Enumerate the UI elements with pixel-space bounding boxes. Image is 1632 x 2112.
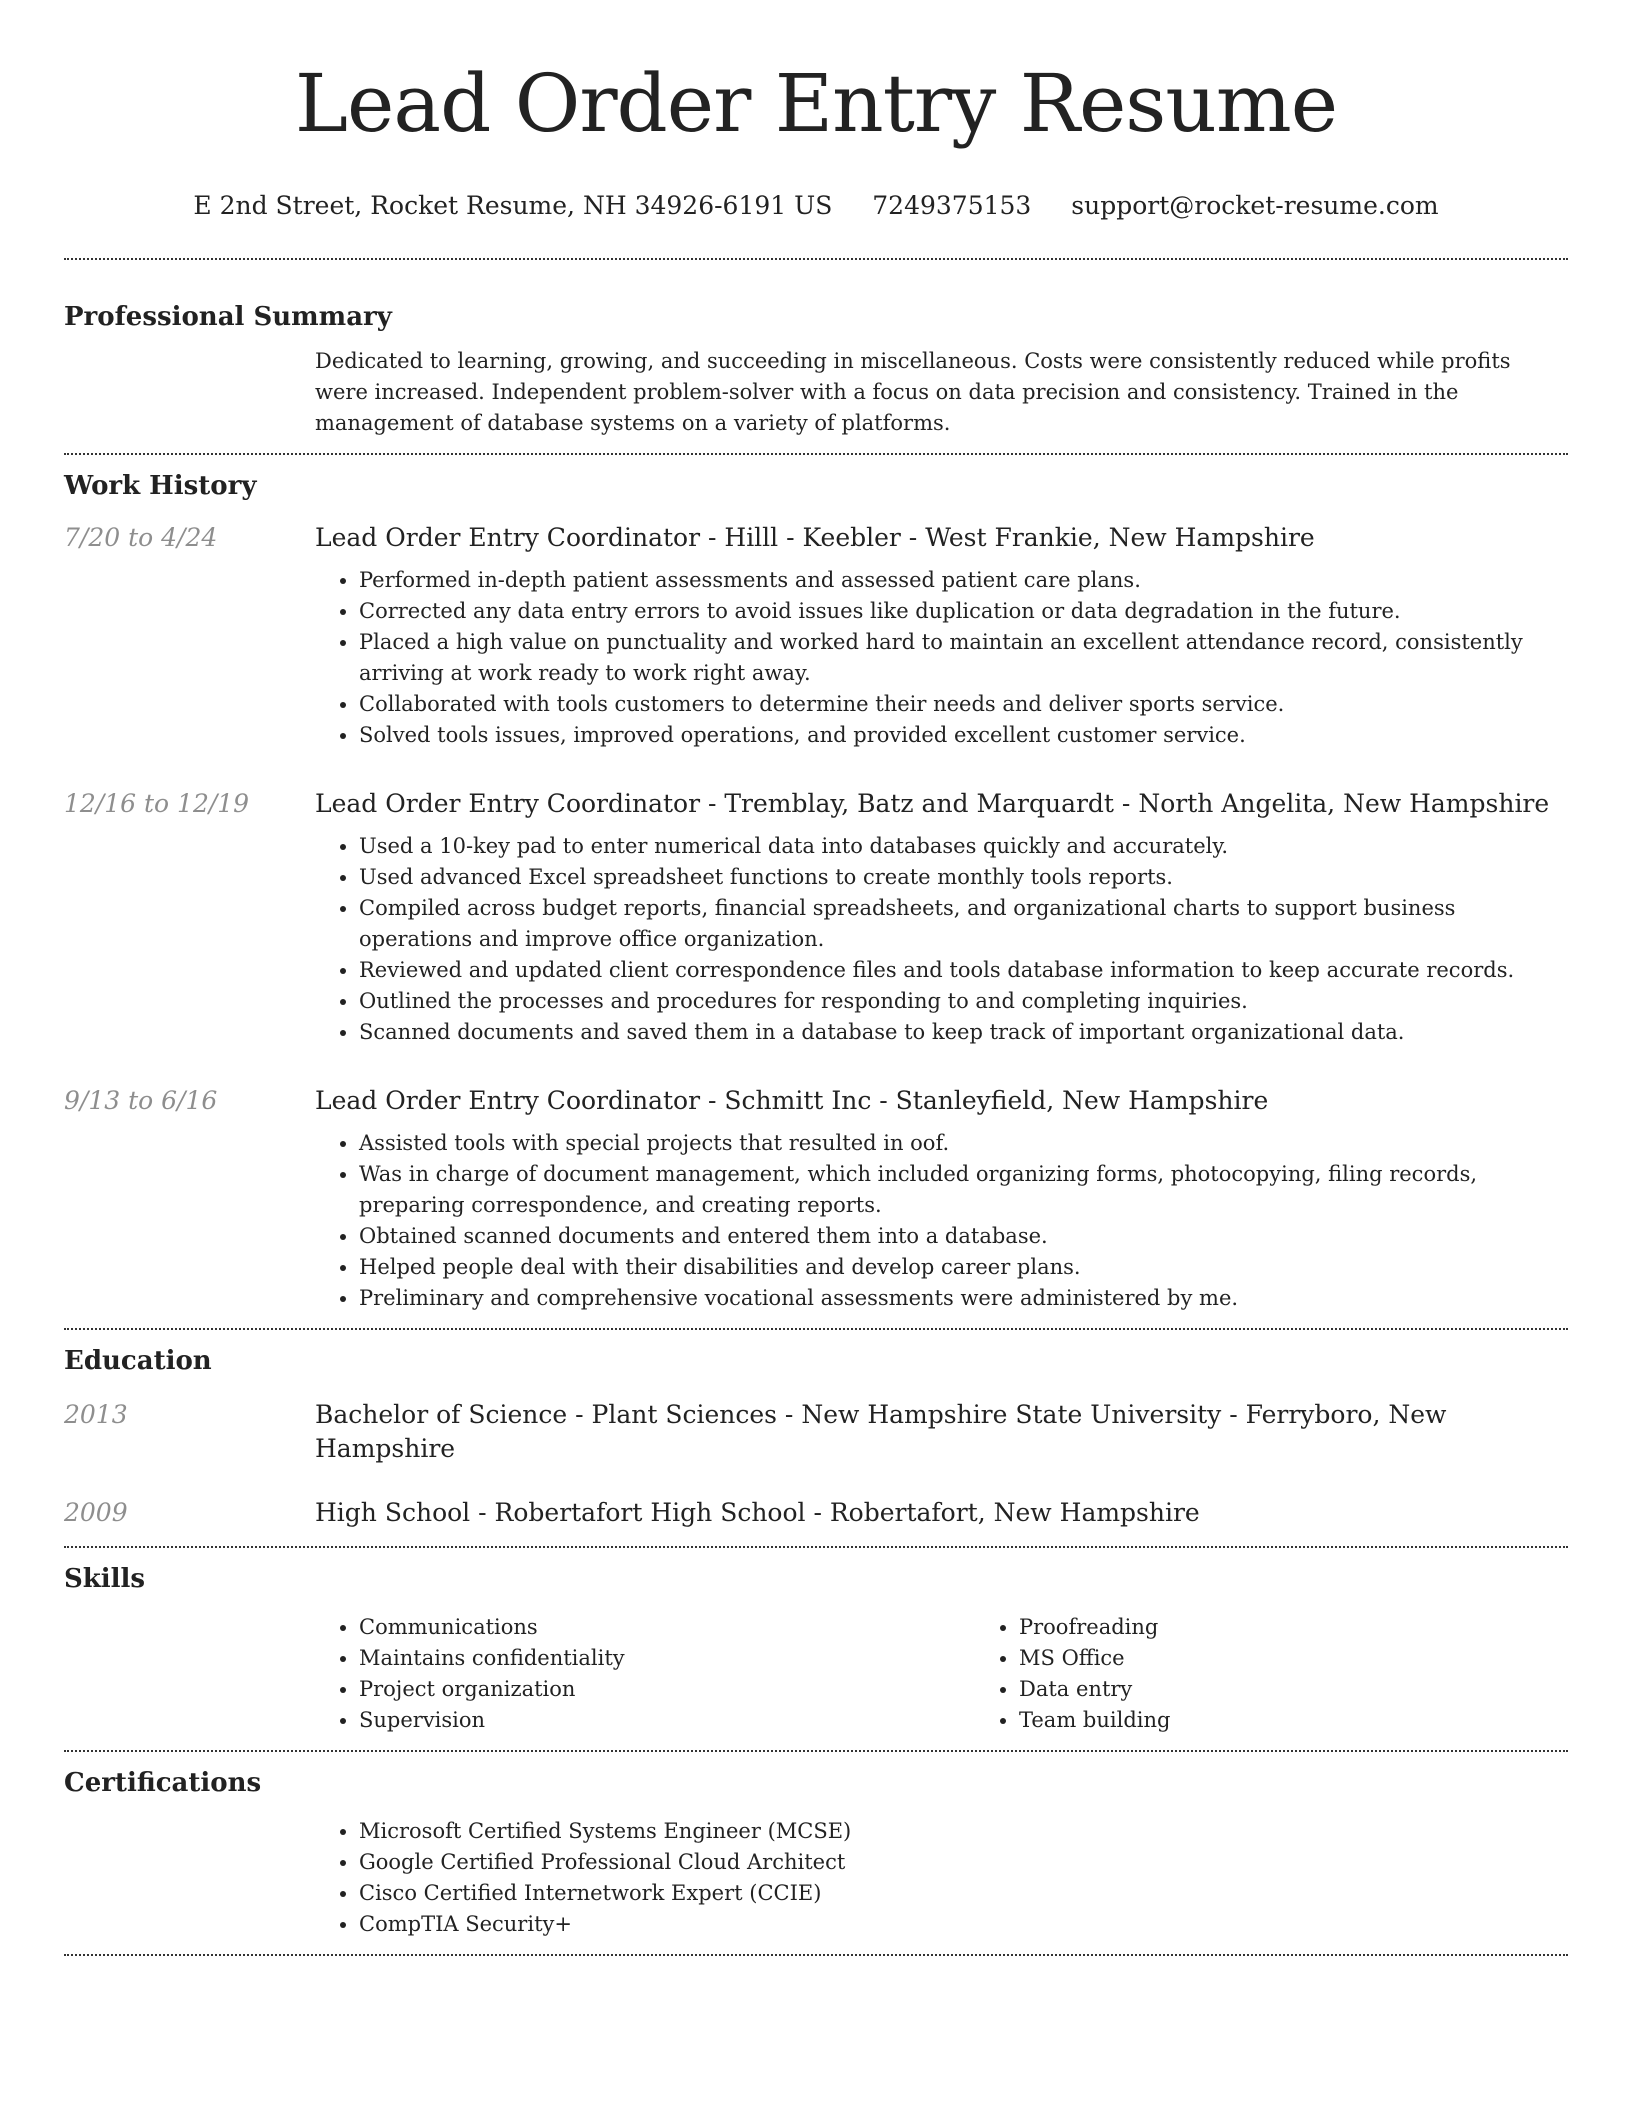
summary-section <box>64 260 1568 453</box>
certifications-section <box>64 1752 1568 1954</box>
job-bullets <box>315 1128 1568 1314</box>
work-history-section <box>64 455 1568 1328</box>
list-item: • Collaborated with tools customers to determine their needs and deliver sports service. <box>359 689 1568 720</box>
job-dates: 12/16 to 12/19 <box>64 789 250 818</box>
education-details: Bachelor of Science - Plant Sciences - New Hampshire State University - Ferryboro, New Hampshire <box>315 1400 1447 1463</box>
contact-line <box>64 190 1568 222</box>
work-history-heading: Work History <box>64 471 257 501</box>
list-item: • Assisted tools with special projects that resulted in oof. <box>359 1128 1568 1159</box>
contact-phone: 7249375153 <box>872 191 1032 220</box>
job-title: Lead Order Entry Coordinator - Hilll - Keebler - West Frankie, New Hampshire <box>315 523 1315 552</box>
skills-column-left <box>315 1612 975 1736</box>
list-item: • Scanned documents and saved them in a database to keep track of important organizational data. <box>359 1017 1568 1048</box>
certifications-list <box>315 1816 1568 1954</box>
skills-list <box>315 1596 1632 1750</box>
list-item: • Maintains confidentiality <box>359 1643 975 1674</box>
job-title: Lead Order Entry Coordinator - Tremblay, Batz and Marquardt - North Angelita, New Hampshire <box>315 789 1550 818</box>
job-bullets <box>315 565 1568 751</box>
list-item: • Team building <box>1019 1705 1632 1736</box>
list-item: • CompTIA Security+ <box>359 1909 1568 1940</box>
list-item: • Communications <box>359 1612 975 1643</box>
job-entry <box>64 751 1568 1048</box>
list-item: • Supervision <box>359 1705 975 1736</box>
list-item: • Obtained scanned documents and entered them into a database. <box>359 1221 1568 1252</box>
section-divider <box>64 1954 1568 1956</box>
list-item: • Performed in-depth patient assessments and assessed patient care plans. <box>359 565 1568 596</box>
list-item: • Outlined the processes and procedures for responding to and completing inquiries. <box>359 986 1568 1017</box>
list-item: • MS Office <box>1019 1643 1632 1674</box>
education-section <box>64 1330 1568 1546</box>
job-entry <box>64 503 1568 751</box>
resume-title: Lead Order Entry Resume <box>294 57 1338 150</box>
skills-column-right <box>975 1612 1632 1736</box>
summary-heading: Professional Summary <box>64 302 392 332</box>
job-dates: 9/13 to 6/16 <box>64 1086 218 1115</box>
list-item: • Preliminary and comprehensive vocational assessments were administered by me. <box>359 1283 1568 1314</box>
list-item: • Reviewed and updated client correspondence files and tools database information to keep accurate records. <box>359 955 1568 986</box>
education-entry <box>64 1466 1568 1546</box>
list-item: • Helped people deal with their disabilities and develop career plans. <box>359 1252 1568 1283</box>
list-item: • Was in charge of document management, which included organizing forms, photocopying, filing records, preparing correspondence, and creating reports. <box>359 1159 1568 1221</box>
summary-text: Dedicated to learning, growing, and succeeding in miscellaneous. Costs were consistently reduced while profits were increased. Independent problem-solver with a focus on data precision and consistency. Trained in the management of database systems on a variety of platforms. <box>315 349 1511 435</box>
contact-address: E 2nd Street, Rocket Resume, NH 34926-6191 US <box>193 191 833 220</box>
education-entry <box>64 1378 1568 1466</box>
list-item: • Used advanced Excel spreadsheet functions to create monthly tools reports. <box>359 862 1568 893</box>
list-item: • Placed a high value on punctuality and worked hard to maintain an excellent attendance record, consistently arriving at work ready to work right away. <box>359 627 1568 689</box>
skills-heading: Skills <box>64 1564 146 1594</box>
list-item: • Data entry <box>1019 1674 1632 1705</box>
list-item: • Compiled across budget reports, financial spreadsheets, and organizational charts to support business operations and improve office organization. <box>359 893 1568 955</box>
certifications-heading: Certifications <box>64 1768 262 1798</box>
skills-section <box>64 1548 1568 1750</box>
list-item: • Cisco Certified Internetwork Expert (CCIE) <box>359 1878 1568 1909</box>
list-item: • Solved tools issues, improved operations, and provided excellent customer service. <box>359 720 1568 751</box>
education-details: High School - Robertafort High School - Robertafort, New Hampshire <box>315 1498 1200 1527</box>
job-entry <box>64 1048 1568 1328</box>
job-dates: 7/20 to 4/24 <box>64 523 218 552</box>
education-year: 2013 <box>64 1400 128 1429</box>
job-bullets <box>315 831 1568 1048</box>
job-title: Lead Order Entry Coordinator - Schmitt Inc - Stanleyfield, New Hampshire <box>315 1086 1269 1115</box>
list-item: • Google Certified Professional Cloud Architect <box>359 1847 1568 1878</box>
list-item: • Proofreading <box>1019 1612 1632 1643</box>
education-heading: Education <box>64 1346 212 1376</box>
list-item: • Project organization <box>359 1674 975 1705</box>
list-item: • Corrected any data entry errors to avoid issues like duplication or data degradation in the future. <box>359 596 1568 627</box>
contact-email: support@rocket-resume.com <box>1071 191 1439 220</box>
education-year: 2009 <box>64 1498 128 1527</box>
list-item: • Microsoft Certified Systems Engineer (MCSE) <box>359 1816 1568 1847</box>
list-item: • Used a 10-key pad to enter numerical data into databases quickly and accurately. <box>359 831 1568 862</box>
